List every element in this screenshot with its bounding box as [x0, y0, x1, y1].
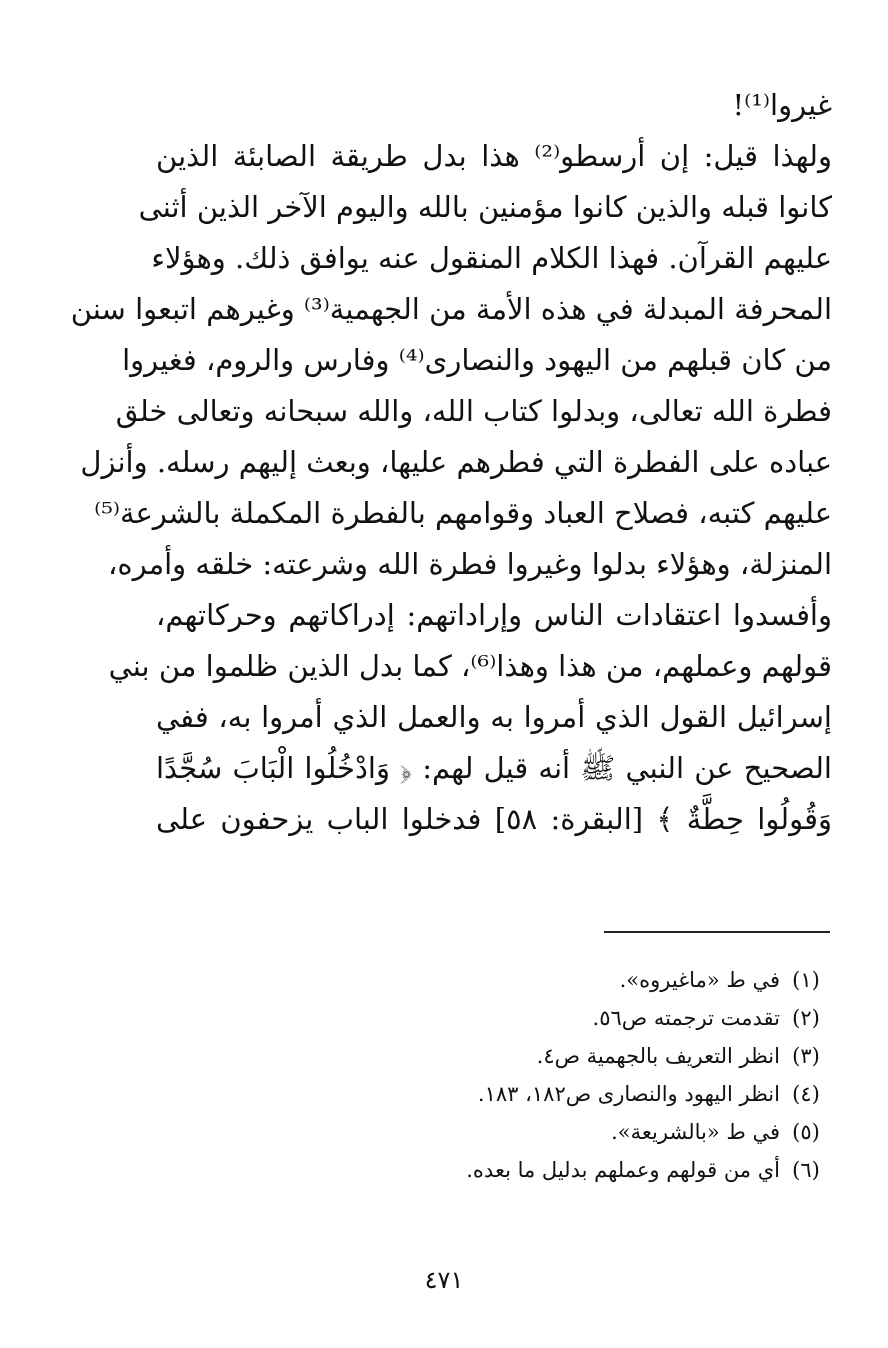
- text-line: قولهم وعملهم، من هذا وهذا⁽⁶⁾، كما بدل الذين ظلموا من بني: [108, 649, 832, 683]
- text-line: الصحيح عن النبي ﷺ أنه قيل لهم: ﴿ وَادْخُلُوا الْبَابَ سُجَّدًا: [156, 751, 832, 785]
- footnote-item: [192, 999, 832, 1037]
- footnote-text: في ط «ماغيروه».: [619, 968, 780, 992]
- footnote-number: (٣): [792, 1044, 820, 1068]
- footnote-number: (٦): [792, 1158, 820, 1182]
- text-line: المحرفة المبدلة في هذه الأمة من الجهمية⁽³⁾ وغيرهم اتبعوا سنن: [70, 292, 832, 326]
- footnote-item: [192, 1075, 832, 1113]
- footnote-item: [192, 1151, 832, 1189]
- text-line: غيروا⁽¹⁾!: [732, 88, 832, 122]
- footnote-divider: [604, 931, 830, 933]
- text-line: ولهذا قيل: إن أرسطو⁽²⁾ هذا بدل طريقة الصابئة الذين: [156, 139, 832, 173]
- page-number: ٤٧١: [424, 1266, 464, 1294]
- footnote-item: [192, 961, 832, 999]
- main-text: [70, 80, 832, 845]
- text-line: عليهم القرآن. فهذا الكلام المنقول عنه يوافق ذلك. وهؤلاء: [151, 241, 832, 275]
- footnote-item: [192, 1037, 832, 1075]
- footnote-text: أي من قولهم وعملهم بدليل ما بعده.: [466, 1158, 780, 1182]
- footnote-number: (٤): [792, 1082, 820, 1106]
- text-line: المنزلة، وهؤلاء بدلوا وغيروا فطرة الله وشرعته: خلقه وأمره،: [108, 547, 832, 581]
- text-line: عباده على الفطرة التي فطرهم عليها، وبعث إليهم رسله. وأنزل: [80, 445, 832, 479]
- text-line: فطرة الله تعالى، وبدلوا كتاب الله، والله سبحانه وتعالى خلق: [115, 394, 832, 428]
- footnote-number: (١): [792, 968, 820, 992]
- text-line: عليهم كتبه، فصلاح العباد وقوامهم بالفطرة المكملة بالشرعة⁽⁵⁾: [94, 496, 832, 530]
- footnote-item: [192, 1113, 832, 1151]
- footnote-text: انظر التعريف بالجهمية ص٤.: [536, 1044, 780, 1068]
- footnote-text: انظر اليهود والنصارى ص١٨٢، ١٨٣.: [477, 1082, 780, 1106]
- text-line: وَقُولُوا حِطَّةٌ ﴾ [البقرة: ٥٨] فدخلوا الباب يزحفون على: [156, 802, 832, 836]
- footnote-number: (٢): [792, 1006, 820, 1030]
- footnote-number: (٥): [792, 1120, 820, 1144]
- footnote-text: في ط «بالشريعة».: [611, 1120, 780, 1144]
- footnote-text: تقدمت ترجمته ص٥٦.: [592, 1006, 780, 1030]
- footnotes: [192, 961, 832, 1189]
- text-line: وأفسدوا اعتقادات الناس وإراداتهم: إدراكاتهم وحركاتهم،: [156, 598, 832, 632]
- text-line: من كان قبلهم من اليهود والنصارى⁽⁴⁾ وفارس والروم، فغيروا: [122, 343, 832, 377]
- text-line: كانوا قبله والذين كانوا مؤمنين بالله واليوم الآخر الذين أثنى: [138, 190, 832, 224]
- text-line: إسرائيل القول الذي أمروا به والعمل الذي أمروا به، ففي: [156, 700, 832, 734]
